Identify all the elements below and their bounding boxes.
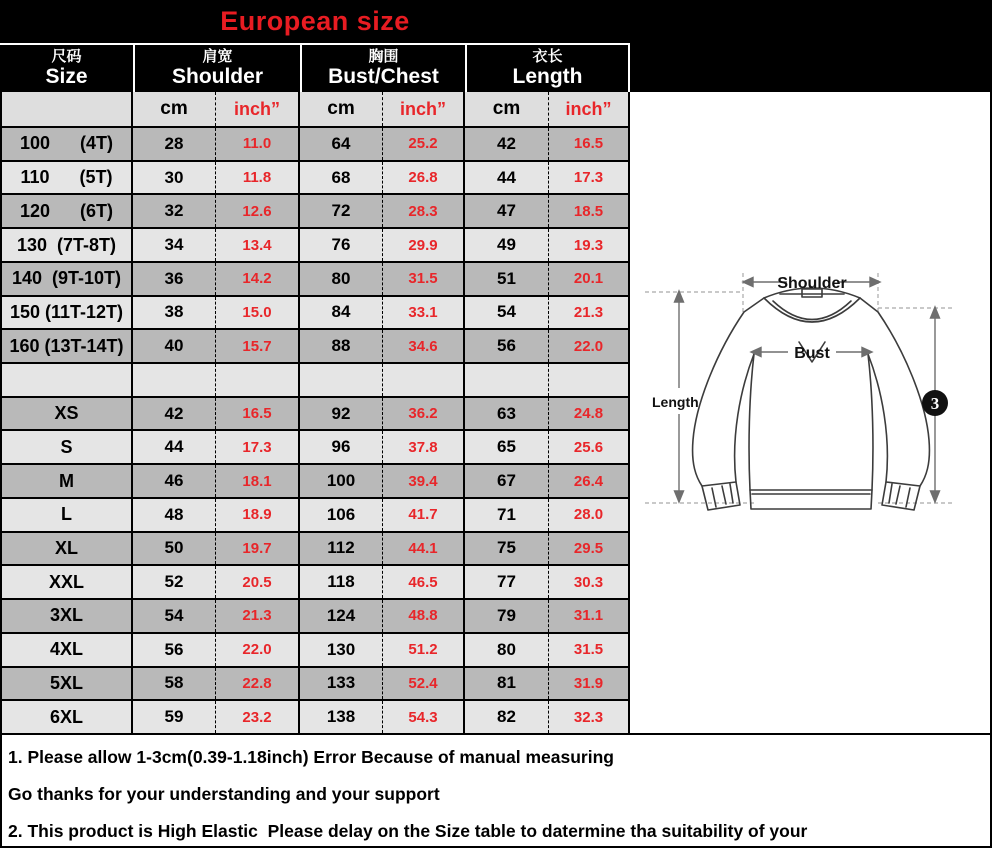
header-bust-zh: 胸围 xyxy=(368,47,399,65)
bust-inch-cell: 52.4 xyxy=(383,668,465,700)
bust-inch-cell: 41.7 xyxy=(383,499,465,531)
shoulder-cm-cell: 52 xyxy=(133,566,216,598)
size-cell: L xyxy=(2,499,133,531)
length-inch-cell: 22.0 xyxy=(549,330,630,362)
table-row xyxy=(2,328,630,362)
shoulder-cm-cell: 40 xyxy=(133,330,216,362)
shoulder-cm-cell: 54 xyxy=(133,600,216,632)
table-row xyxy=(2,564,630,598)
unit-length-cm: cm xyxy=(465,92,549,126)
table-row xyxy=(2,396,630,430)
size-cell: XS xyxy=(2,398,133,430)
bust-arrow-label: Bust xyxy=(794,345,830,362)
shoulder-cm-cell: 44 xyxy=(133,431,216,463)
table-row xyxy=(2,497,630,531)
length-inch-cell: 31.1 xyxy=(549,600,630,632)
length-inch-cell: 16.5 xyxy=(549,128,630,160)
length-inch-cell: 18.5 xyxy=(549,195,630,227)
unit-bust-inch: inch” xyxy=(383,92,465,126)
length-cm-cell: 54 xyxy=(465,297,549,329)
sweater-measurement-diagram xyxy=(632,92,992,733)
note-line-3: 2. This product is High Elastic Please delay on the Size table to datermine tha suitability of your xyxy=(8,821,808,841)
length-inch-cell: 29.5 xyxy=(549,533,630,565)
length-cm-cell: 44 xyxy=(465,162,549,194)
length-inch-cell: 20.1 xyxy=(549,263,630,295)
bust-inch-cell: 31.5 xyxy=(383,263,465,295)
shoulder-cm-cell: 59 xyxy=(133,701,216,733)
table-row xyxy=(2,193,630,227)
unit-bust-cm: cm xyxy=(300,92,383,126)
table-row xyxy=(2,666,630,700)
shoulder-cm-cell xyxy=(133,364,216,396)
bust-cm-cell: 138 xyxy=(300,701,383,733)
length-inch-cell: 24.8 xyxy=(549,398,630,430)
title-row xyxy=(0,0,630,43)
length-inch-cell: 31.5 xyxy=(549,634,630,666)
length-cm-cell: 81 xyxy=(465,668,549,700)
bust-cm-cell: 88 xyxy=(300,330,383,362)
size-cell: 130 (7T-8T) xyxy=(2,229,133,261)
bust-inch-cell: 26.8 xyxy=(383,162,465,194)
table-row xyxy=(2,362,630,396)
header-bust-en: Bust/Chest xyxy=(328,65,439,89)
size-table xyxy=(0,92,630,733)
bust-inch-cell: 29.9 xyxy=(383,229,465,261)
size-table-body xyxy=(2,126,630,733)
header-bust xyxy=(300,45,465,92)
page-title: European size xyxy=(220,6,410,36)
size-cell: 3XL xyxy=(2,600,133,632)
bust-cm-cell xyxy=(300,364,383,396)
shoulder-inch-cell: 22.8 xyxy=(216,668,300,700)
shoulder-cm-cell: 34 xyxy=(133,229,216,261)
size-cell: 100 (4T) xyxy=(2,128,133,160)
garment-diagram-panel xyxy=(632,92,992,733)
size-cell: 4XL xyxy=(2,634,133,666)
measurement-arrows xyxy=(675,278,940,503)
bust-cm-cell: 92 xyxy=(300,398,383,430)
table-row xyxy=(2,261,630,295)
shoulder-cm-cell: 32 xyxy=(133,195,216,227)
bust-inch-cell: 51.2 xyxy=(383,634,465,666)
unit-empty-cell xyxy=(2,92,133,126)
length-inch-cell xyxy=(549,364,630,396)
bust-cm-cell: 112 xyxy=(300,533,383,565)
shoulder-arrow-label: Shoulder xyxy=(777,275,847,292)
size-cell: S xyxy=(2,431,133,463)
top-band xyxy=(0,0,992,92)
table-row xyxy=(2,295,630,329)
bust-cm-cell: 106 xyxy=(300,499,383,531)
bust-inch-cell: 54.3 xyxy=(383,701,465,733)
unit-length-inch: inch” xyxy=(549,92,630,126)
bust-inch-cell: 46.5 xyxy=(383,566,465,598)
table-header-row xyxy=(0,43,630,92)
length-cm-cell: 82 xyxy=(465,701,549,733)
unit-shoulder-inch: inch” xyxy=(216,92,300,126)
length-cm-cell: 63 xyxy=(465,398,549,430)
shoulder-inch-cell xyxy=(216,364,300,396)
bust-inch-cell: 48.8 xyxy=(383,600,465,632)
bust-inch-cell: 39.4 xyxy=(383,465,465,497)
bust-cm-cell: 100 xyxy=(300,465,383,497)
length-inch-cell: 26.4 xyxy=(549,465,630,497)
length-inch-cell: 25.6 xyxy=(549,431,630,463)
length-cm-cell: 67 xyxy=(465,465,549,497)
bust-cm-cell: 76 xyxy=(300,229,383,261)
length-cm-cell: 65 xyxy=(465,431,549,463)
table-row xyxy=(2,463,630,497)
size-cell: 5XL xyxy=(2,668,133,700)
size-cell: 110 (5T) xyxy=(2,162,133,194)
shoulder-inch-cell: 23.2 xyxy=(216,701,300,733)
length-inch-cell: 17.3 xyxy=(549,162,630,194)
size-cell: 160 (13T-14T) xyxy=(2,330,133,362)
unit-subheader-row xyxy=(2,92,630,126)
length-inch-cell: 21.3 xyxy=(549,297,630,329)
bust-cm-cell: 96 xyxy=(300,431,383,463)
header-length xyxy=(465,45,630,92)
length-cm-cell: 75 xyxy=(465,533,549,565)
sweater-outline xyxy=(693,288,930,510)
size-cell: XL xyxy=(2,533,133,565)
length-cm-cell: 51 xyxy=(465,263,549,295)
length-cm-cell: 77 xyxy=(465,566,549,598)
dashed-guides xyxy=(645,273,952,503)
shoulder-inch-cell: 12.6 xyxy=(216,195,300,227)
header-shoulder-en: Shoulder xyxy=(171,65,263,89)
length-cm-cell: 49 xyxy=(465,229,549,261)
shoulder-inch-cell: 18.1 xyxy=(216,465,300,497)
shoulder-inch-cell: 16.5 xyxy=(216,398,300,430)
bust-inch-cell: 28.3 xyxy=(383,195,465,227)
header-length-en: Length xyxy=(512,65,583,89)
shoulder-cm-cell: 38 xyxy=(133,297,216,329)
length-cm-cell: 80 xyxy=(465,634,549,666)
size-cell: 120 (6T) xyxy=(2,195,133,227)
bust-inch-cell: 25.2 xyxy=(383,128,465,160)
notes-section xyxy=(0,733,992,848)
bust-cm-cell: 84 xyxy=(300,297,383,329)
table-row xyxy=(2,160,630,194)
bust-inch-cell: 33.1 xyxy=(383,297,465,329)
header-length-zh: 衣长 xyxy=(532,47,563,65)
length-cm-cell: 47 xyxy=(465,195,549,227)
size-cell xyxy=(2,364,133,396)
length-inch-cell: 28.0 xyxy=(549,499,630,531)
table-row xyxy=(2,126,630,160)
shoulder-cm-cell: 30 xyxy=(133,162,216,194)
bust-cm-cell: 80 xyxy=(300,263,383,295)
size-cell: M xyxy=(2,465,133,497)
shoulder-cm-cell: 46 xyxy=(133,465,216,497)
bust-cm-cell: 68 xyxy=(300,162,383,194)
length-inch-cell: 31.9 xyxy=(549,668,630,700)
length-cm-cell: 71 xyxy=(465,499,549,531)
shoulder-inch-cell: 15.0 xyxy=(216,297,300,329)
shoulder-inch-cell: 21.3 xyxy=(216,600,300,632)
shoulder-inch-cell: 15.7 xyxy=(216,330,300,362)
size-cell: 150 (11T-12T) xyxy=(2,297,133,329)
length-cm-cell: 56 xyxy=(465,330,549,362)
shoulder-cm-cell: 56 xyxy=(133,634,216,666)
note-line-2: Go thanks for your understanding and your support xyxy=(8,784,440,804)
bust-cm-cell: 130 xyxy=(300,634,383,666)
table-row xyxy=(2,429,630,463)
shoulder-cm-cell: 48 xyxy=(133,499,216,531)
header-shoulder-zh: 肩宽 xyxy=(202,47,233,65)
bust-inch-cell: 34.6 xyxy=(383,330,465,362)
table-row xyxy=(2,598,630,632)
length-inch-cell: 32.3 xyxy=(549,701,630,733)
shoulder-inch-cell: 22.0 xyxy=(216,634,300,666)
shoulder-inch-cell: 11.8 xyxy=(216,162,300,194)
length-inch-cell: 30.3 xyxy=(549,566,630,598)
bust-cm-cell: 118 xyxy=(300,566,383,598)
header-size-zh: 尺码 xyxy=(51,47,82,65)
header-shoulder xyxy=(133,45,300,92)
size-cell: 6XL xyxy=(2,701,133,733)
shoulder-inch-cell: 14.2 xyxy=(216,263,300,295)
length-cm-cell: 79 xyxy=(465,600,549,632)
shoulder-cm-cell: 42 xyxy=(133,398,216,430)
shoulder-cm-cell: 28 xyxy=(133,128,216,160)
shoulder-inch-cell: 18.9 xyxy=(216,499,300,531)
table-row xyxy=(2,699,630,733)
shoulder-inch-cell: 20.5 xyxy=(216,566,300,598)
shoulder-inch-cell: 13.4 xyxy=(216,229,300,261)
bust-inch-cell: 44.1 xyxy=(383,533,465,565)
bust-inch-cell: 36.2 xyxy=(383,398,465,430)
length-cm-cell xyxy=(465,364,549,396)
bust-inch-cell: 37.8 xyxy=(383,431,465,463)
shoulder-cm-cell: 50 xyxy=(133,533,216,565)
length-cm-cell: 42 xyxy=(465,128,549,160)
length-arrow-label: Length xyxy=(652,394,699,410)
table-row xyxy=(2,227,630,261)
badge-number: 3 xyxy=(930,394,940,413)
note-line-1: 1. Please allow 1-3cm(0.39-1.18inch) Error Because of manual measuring xyxy=(8,747,614,767)
shoulder-inch-cell: 11.0 xyxy=(216,128,300,160)
shoulder-cm-cell: 58 xyxy=(133,668,216,700)
bust-inch-cell xyxy=(383,364,465,396)
header-size-en: Size xyxy=(45,65,88,89)
header-size xyxy=(0,45,133,92)
size-cell: XXL xyxy=(2,566,133,598)
table-row xyxy=(2,632,630,666)
length-inch-cell: 19.3 xyxy=(549,229,630,261)
bust-cm-cell: 133 xyxy=(300,668,383,700)
shoulder-inch-cell: 19.7 xyxy=(216,533,300,565)
bust-cm-cell: 124 xyxy=(300,600,383,632)
shoulder-inch-cell: 17.3 xyxy=(216,431,300,463)
bust-cm-cell: 72 xyxy=(300,195,383,227)
table-row xyxy=(2,531,630,565)
unit-shoulder-cm: cm xyxy=(133,92,216,126)
shoulder-cm-cell: 36 xyxy=(133,263,216,295)
size-cell: 140 (9T-10T) xyxy=(2,263,133,295)
bust-cm-cell: 64 xyxy=(300,128,383,160)
